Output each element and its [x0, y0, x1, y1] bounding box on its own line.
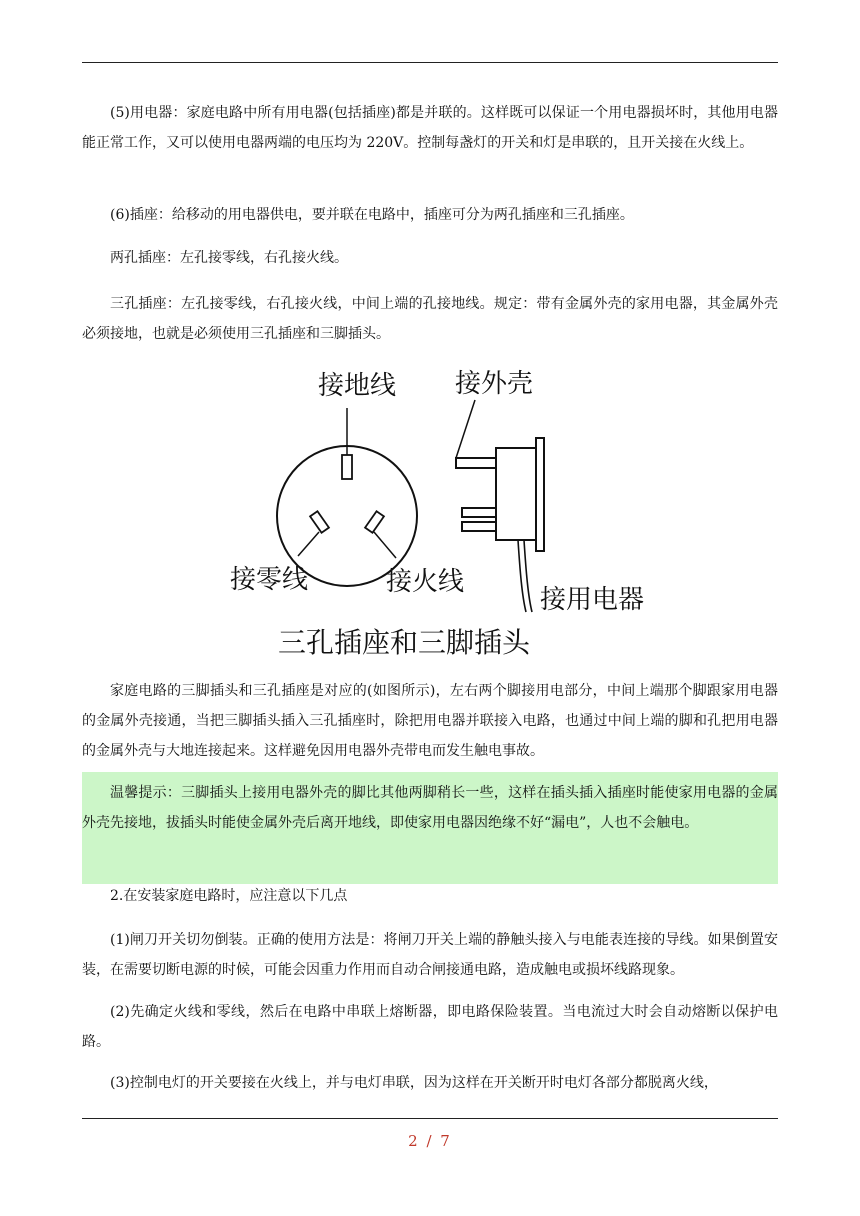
- paragraph-fuse: (2)先确定火线和零线，然后在电路中串联上熔断器，即电路保险装置。当电流过大时会自动熔断以保护电路。: [82, 1004, 778, 1050]
- socket-plug-diagram: [200, 356, 680, 666]
- label-ground-wire: 接地线: [318, 371, 397, 401]
- footer-rule: [82, 1118, 778, 1119]
- socket-live-hole: [365, 511, 384, 533]
- paragraph-three-hole-socket: 三孔插座：左孔接零线，右孔接火线，中间上端的孔接地线。规定：带有金属外壳的家用电器，其金属外壳必须接地，也就是必须使用三孔插座和三脚插头。: [82, 296, 778, 342]
- paragraph-light-switch: (3)控制电灯的开关要接在火线上，并与电灯串联，因为这样在开关断开时电灯各部分都脱离火线，: [110, 1075, 718, 1091]
- socket-neutral-hole: [310, 511, 329, 533]
- label-live-wire: 接火线: [386, 567, 465, 597]
- paragraph-knife-switch: (1)闸刀开关切勿倒装。正确的使用方法是：将闸刀开关上端的静触头接入与电能表连接的导线。如果倒置安装，在需要切断电源的时候，可能会因重力作用而自动合闸接通电路，造成触电或损坏线路现象。: [82, 932, 778, 978]
- socket-ground-hole: [342, 455, 352, 479]
- neutral-pointer: [298, 532, 319, 556]
- figure-caption: 三孔插座和三脚插头: [278, 626, 531, 659]
- paragraph-plug-description: 家庭电路的三脚插头和三孔插座是对应的(如图所示)，左右两个脚接用电部分，中间上端那个脚跟家用电器的金属外壳接通，当把三脚插头插入三孔插座时，除把用电器并联接入电路，也通过中间上端的脚和孔把用电器的金属外壳与大地连接起来。这样避免因用电器外壳带电而发生触电事故。: [82, 683, 778, 759]
- paragraph-two-hole-socket: 两孔插座：左孔接零线，右孔接火线。: [110, 250, 348, 266]
- three-pin-plug: [456, 438, 544, 612]
- section-heading-install: 2.在安装家庭电路时，应注意以下几点: [110, 888, 348, 904]
- label-neutral-wire: 接零线: [230, 565, 309, 595]
- live-pointer: [374, 532, 396, 558]
- header-rule: [82, 62, 778, 63]
- page-number: 2 / 7: [408, 1132, 452, 1150]
- paragraph-appliances: (5)用电器：家庭电路中所有用电器(包括插座)都是并联的。这样既可以保证一个用电器损坏时，其他用电器能正常工作，又可以使用电器两端的电压均为 220V。控制每盏灯的开关和灯是串联的，且开关接在火线上。: [82, 105, 778, 151]
- label-shell: 接外壳: [455, 369, 534, 399]
- tip-text: 温馨提示：三脚插头上接用电器外壳的脚比其他两脚稍长一些，这样在插头插入插座时能使家用电器的金属外壳先接地，拔插头时能使金属外壳后离开地线，即使家用电器因绝缘不好“漏电”，人也不会触电。: [82, 785, 778, 831]
- socket-plug-figure: [200, 356, 680, 666]
- paragraph-sockets: (6)插座：给移动的用电器供电，要并联在电路中，插座可分为两孔插座和三孔插座。: [110, 207, 634, 223]
- shell-pointer: [456, 400, 475, 458]
- tip-box: [82, 772, 778, 884]
- label-appliance: 接用电器: [540, 585, 645, 615]
